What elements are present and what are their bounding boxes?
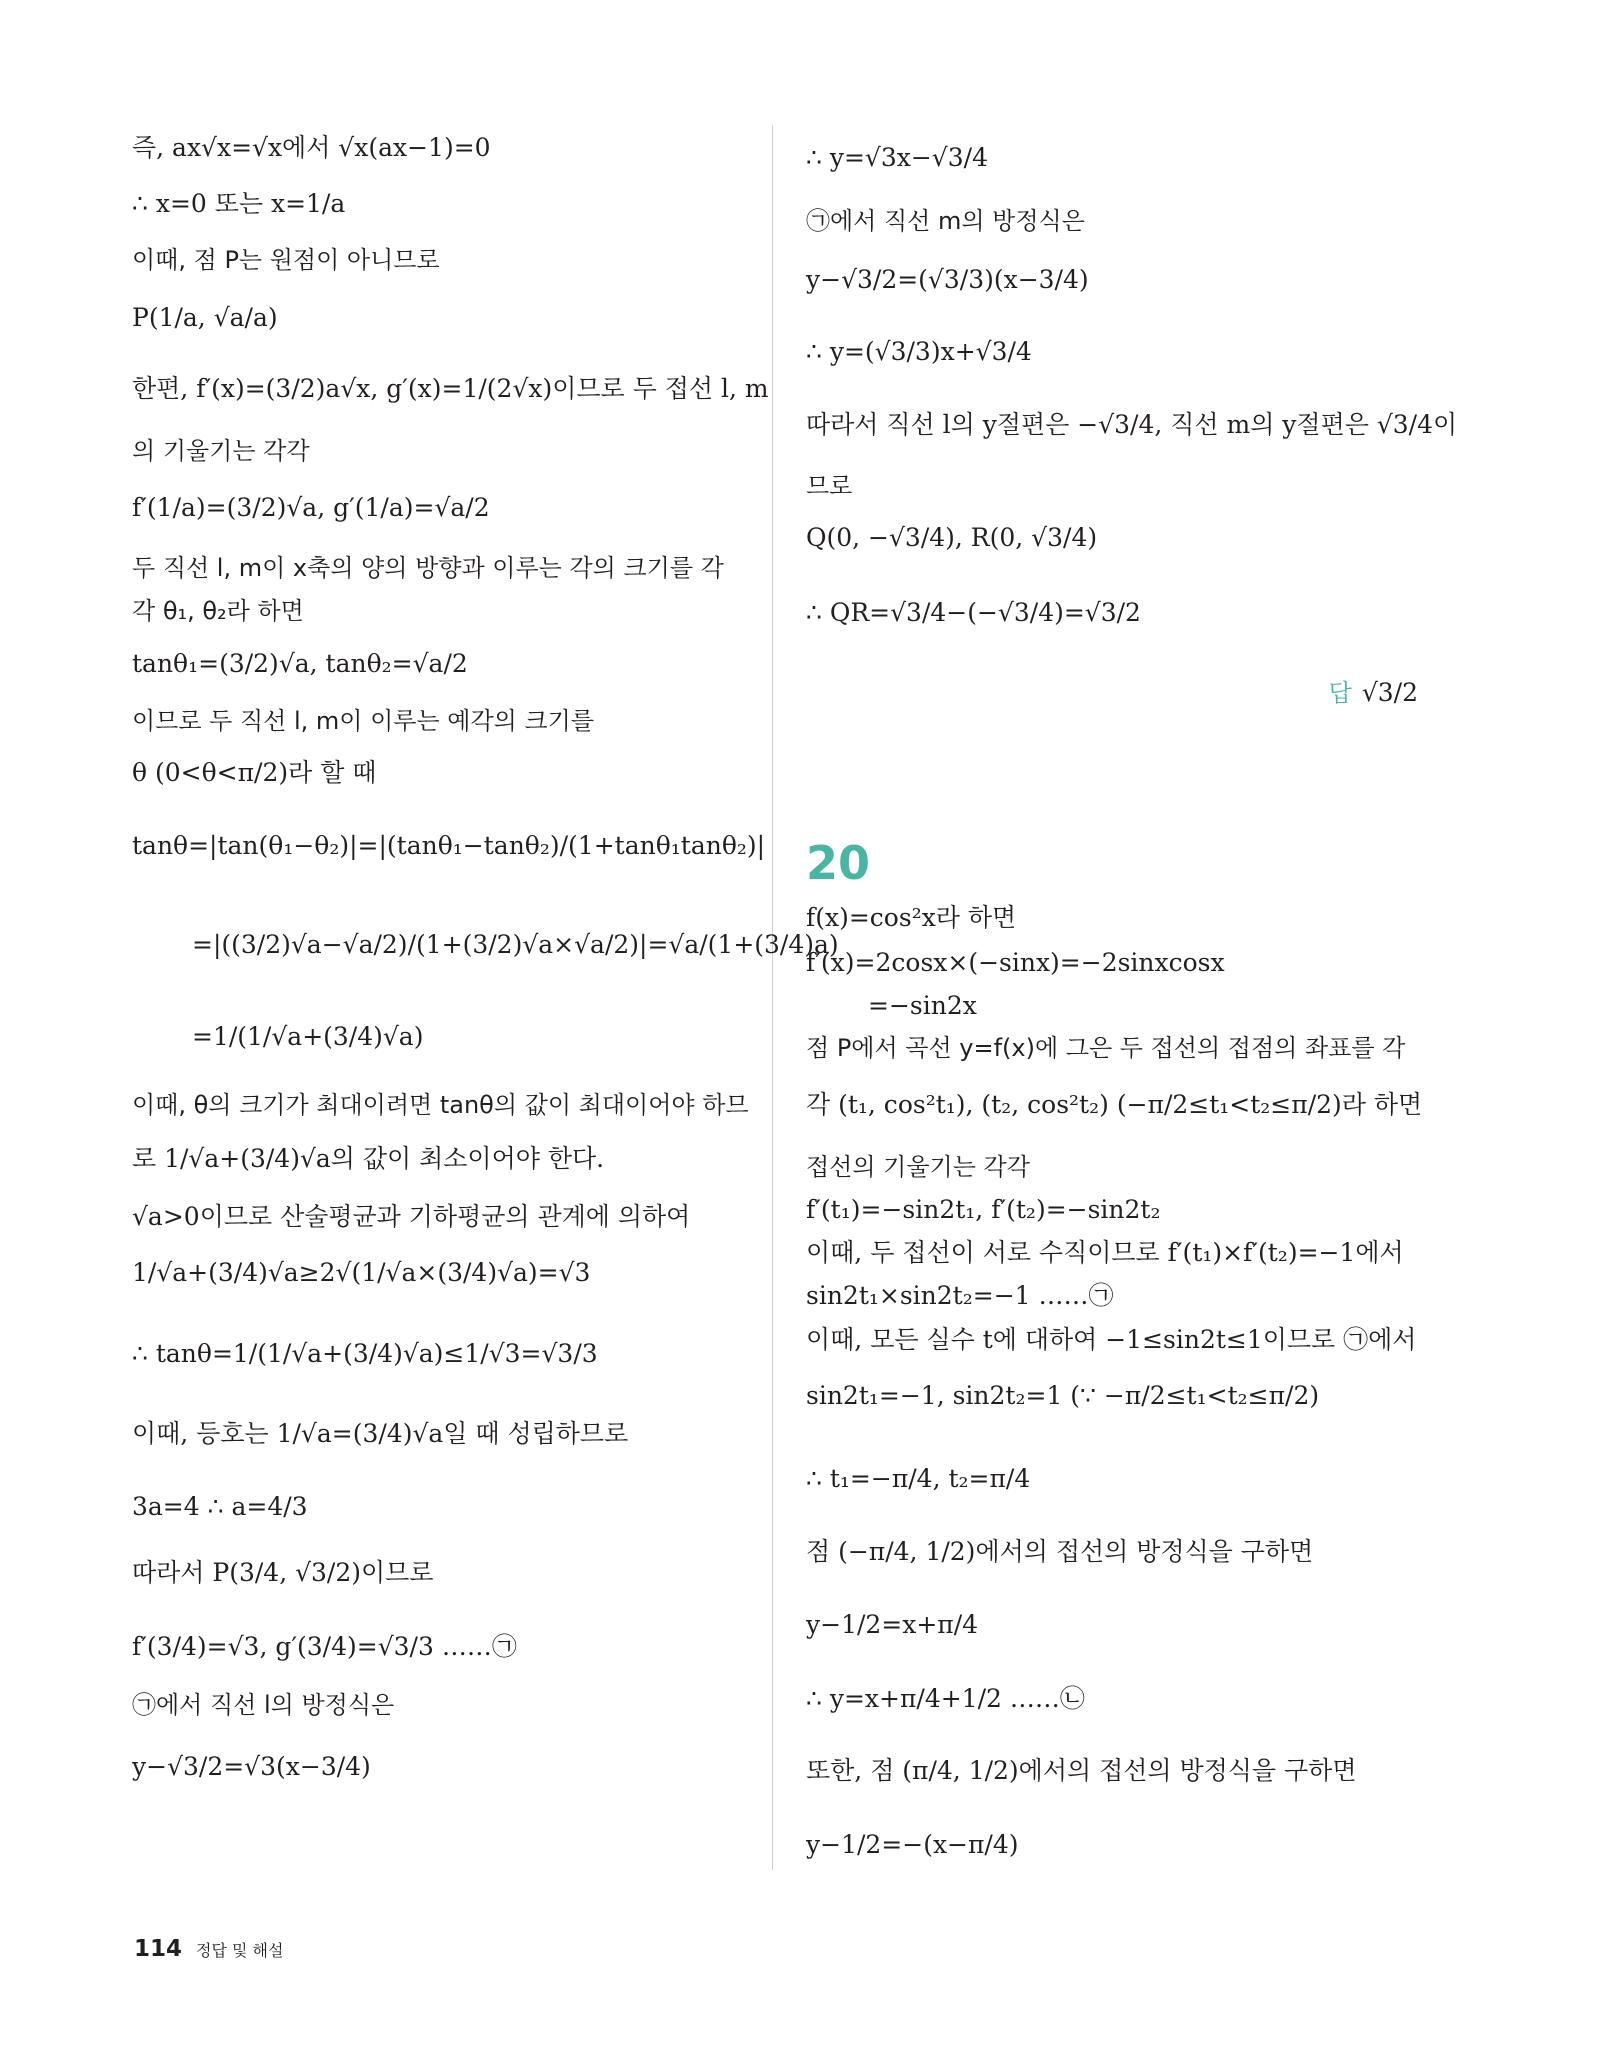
text-line: ㉠에서 직선 m의 방정식은 xyxy=(806,207,1085,235)
math-line: θ (0<θ<π/2)라 할 때 xyxy=(132,758,377,787)
math-line: 3a=4 ∴ a=4/3 xyxy=(132,1492,308,1521)
math-line: y−√3/2=(√3/3)(x−3/4) xyxy=(806,265,1089,294)
page-number: 114 xyxy=(134,1936,183,1962)
text-line: 의 기울기는 각각 xyxy=(132,437,310,465)
math-line: =1/(1/√a+(3/4)√a) xyxy=(192,1022,424,1051)
page-footer xyxy=(134,1936,283,1962)
math-line: Q(0, −√3/4), R(0, √3/4) xyxy=(806,523,1098,552)
math-line: 또한, 점 (π/4, 1/2)에서의 접선의 방정식을 구하면 xyxy=(806,1756,1357,1785)
math-line: ∴ y=√3x−√3/4 xyxy=(806,143,988,172)
math-line: 따라서 P(3/4, √3/2)이므로 xyxy=(132,1558,434,1587)
math-line: 따라서 직선 l의 y절편은 −√3/4, 직선 m의 y절편은 √3/4이 xyxy=(806,410,1458,439)
math-line: 즉, ax√x=√x에서 √x(ax−1)=0 xyxy=(132,133,491,162)
math-line: y−1/2=x+π/4 xyxy=(806,1610,979,1639)
math-line: ∴ x=0 또는 x=1/a xyxy=(132,189,346,218)
text-line: 이므로 두 직선 l, m이 이루는 예각의 크기를 xyxy=(132,707,595,735)
math-line: y−1/2=−(x−π/4) xyxy=(806,1830,1019,1859)
text-line: 두 직선 l, m이 x축의 양의 방향과 이루는 각의 크기를 각 xyxy=(132,554,724,582)
text-line: 점 P에서 곡선 y=f(x)에 그은 두 접선의 접점의 좌표를 각 xyxy=(806,1034,1406,1062)
math-line: y−√3/2=√3(x−3/4) xyxy=(132,1752,371,1781)
text-line: ㉠에서 직선 l의 방정식은 xyxy=(132,1691,395,1719)
answer-value: √3/2 xyxy=(1361,678,1418,707)
math-line: f(x)=cos²x라 하면 xyxy=(806,903,1017,932)
math-line: 한편, f′(x)=(3/2)a√x, g′(x)=1/(2√x)이므로 두 접선 l, m xyxy=(132,374,769,403)
text-line: 각 θ₁, θ₂라 하면 xyxy=(132,597,304,625)
math-line: tanθ₁=(3/2)√a, tanθ₂=√a/2 xyxy=(132,649,468,678)
math-line: sin2t₁×sin2t₂=−1 ……㉠ xyxy=(806,1281,1114,1310)
math-line: f′(t₁)=−sin2t₁, f′(t₂)=−sin2t₂ xyxy=(806,1195,1161,1224)
text-line: 므로 xyxy=(806,472,853,500)
answer-box xyxy=(1329,673,1418,708)
math-line: 각 (t₁, cos²t₁), (t₂, cos²t₂) (−π/2≤t₁<t₂≤π/2)라 하면 xyxy=(806,1090,1423,1119)
math-line: 이때, 모든 실수 t에 대하여 −1≤sin2t≤1이므로 ㉠에서 xyxy=(806,1325,1417,1354)
text-line: 접선의 기울기는 각각 xyxy=(806,1153,1030,1181)
math-line: 점 (−π/4, 1/2)에서의 접선의 방정식을 구하면 xyxy=(806,1537,1314,1566)
math-line: 이때, 등호는 1/√a=(3/4)√a일 때 성립하므로 xyxy=(132,1419,629,1448)
math-line: =−sin2x xyxy=(868,991,977,1020)
math-line: P(1/a, √a/a) xyxy=(132,303,278,332)
math-line: 이때, 두 접선이 서로 수직이므로 f′(t₁)×f′(t₂)=−1에서 xyxy=(806,1238,1404,1267)
math-line: ∴ tanθ=1/(1/√a+(3/4)√a)≤1/√3=√3/3 xyxy=(132,1339,598,1368)
answer-label: 답 xyxy=(1328,679,1352,707)
math-line: =|((3/2)√a−√a/2)/(1+(3/2)√a×√a/2)|=√a/(1+(3/4)a) xyxy=(192,930,839,959)
footer-title: 정답 및 해설 xyxy=(196,1941,284,1960)
math-line: f′(3/4)=√3, g′(3/4)=√3/3 ……㉠ xyxy=(132,1632,517,1661)
math-line: f′(1/a)=(3/2)√a, g′(1/a)=√a/2 xyxy=(132,493,490,522)
math-line: 1/√a+(3/4)√a≥2√(1/√a×(3/4)√a)=√3 xyxy=(132,1258,591,1287)
math-line: ∴ y=(√3/3)x+√3/4 xyxy=(806,337,1032,366)
math-line: 로 1/√a+(3/4)√a의 값이 최소이어야 한다. xyxy=(132,1144,605,1173)
math-line: √a>0이므로 산술평균과 기하평균의 관계에 의하여 xyxy=(132,1202,691,1231)
math-line: sin2t₁=−1, sin2t₂=1 (∵ −π/2≤t₁<t₂≤π/2) xyxy=(806,1381,1320,1410)
math-line: f′(x)=2cosx×(−sinx)=−2sinxcosx xyxy=(806,948,1225,977)
column-divider xyxy=(772,125,773,1870)
problem-number: 20 xyxy=(806,836,871,890)
text-line: 이때, 점 P는 원점이 아니므로 xyxy=(132,246,440,274)
math-line: ∴ t₁=−π/4, t₂=π/4 xyxy=(806,1464,1031,1493)
math-line: ∴ y=x+π/4+1/2 ……㉡ xyxy=(806,1684,1085,1713)
math-line: ∴ QR=√3/4−(−√3/4)=√3/2 xyxy=(806,598,1141,627)
math-line: tanθ=|tan(θ₁−θ₂)|=|(tanθ₁−tanθ₂)/(1+tanθ₁tanθ₂)| xyxy=(132,831,766,860)
text-line: 이때, θ의 크기가 최대이려면 tanθ의 값이 최대이어야 하므 xyxy=(132,1091,749,1119)
